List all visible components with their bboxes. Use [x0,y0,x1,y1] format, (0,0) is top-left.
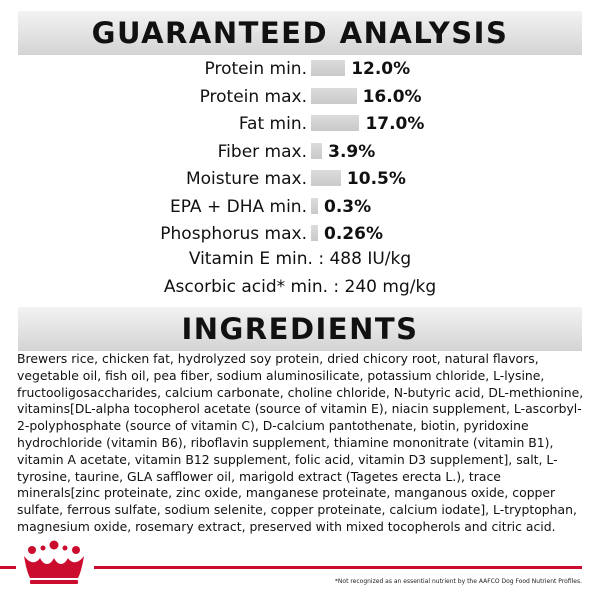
analysis-value: 10.5% [346,169,406,189]
analysis-label: EPA + DHA min. [170,196,307,217]
analysis-row [0,56,600,82]
analysis-row [0,111,600,137]
analysis-row [0,139,600,165]
analysis-label: Moisture max. [185,169,307,189]
guaranteed-analysis-header [18,11,582,55]
ingredients-title: INGREDIENTS [181,312,419,346]
analysis-value: 16.0% [362,86,422,107]
brand-rule [94,566,582,569]
analysis-row [0,84,600,110]
analysis-row [0,194,600,220]
analysis-value: 17.0% [365,114,425,134]
analysis-label: Fat min. [238,114,307,134]
analysis-bar [311,88,357,104]
analysis-bar [311,60,345,76]
analysis-label: Fiber max. [217,141,307,162]
analysis-label: Protein min. [204,59,307,79]
analysis-bar [311,225,318,241]
guaranteed-analysis-title: GUARANTEED ANALYSIS [91,16,509,50]
ascorbic-acid-row: Ascorbic acid* min. : 240 mg/kg [163,277,437,297]
crown-logo-icon [18,540,90,586]
analysis-value: 0.26% [324,224,383,244]
vitamin-e-row: Vitamin E min. : 488 IU/kg [188,249,412,269]
analysis-label: Phosphorus max. [160,224,307,244]
ingredients-header [18,307,582,351]
analysis-bar [311,115,359,131]
analysis-label: Protein max. [199,86,307,107]
brand-rule-left [0,566,16,569]
analysis-bar [311,143,322,159]
analysis-bar [311,198,318,214]
analysis-bar [311,170,341,186]
ingredients-text: Brewers rice, chicken fat, hydrolyzed soy protein, dried chicory root, natural flavors, vegetable oil, fish oil, pea fiber, sodium aluminosilicate, potassium chloride, L-lysine, fructooligosaccharides, calcium carbonate, choline chloride, N-butyric acid, DL-methionine, vitamins[DL-alpha tocopherol acetate (source of vitamin E), niacin supplement, L-ascorbyl-2-polyphosphate (source of vitamin C), D-calcium pantothenate, biotin, pyridoxine hydrochloride (vitamin B6), riboflavin supplement, thiamine mononitrate (vitamin B1), vitamin A acetate, vitamin B12 supplement, folic acid, vitamin D3 supplement], salt, L-tyrosine, taurine, GLA safflower oil, marigold extract (Tagetes erecta L.), trace minerals[zinc proteinate, zinc oxide, manganese proteinate, manganous oxide, copper sulfate, ferrous sulfate, sodium selenite, copper proteinate, calcium iodate], L-tryptophan, magnesium oxide, rosemary extract, preserved with mixed tocopherols and citric acid. [17,351,584,534]
analysis-row [0,221,600,247]
analysis-value: 3.9% [328,141,376,162]
footnote: *Not recognized as an essential nutrient by the AAFCO Dog Food Nutrient Profiles. [334,578,582,585]
analysis-value: 0.3% [324,196,372,217]
analysis-value: 12.0% [351,59,411,79]
analysis-row [0,166,600,192]
